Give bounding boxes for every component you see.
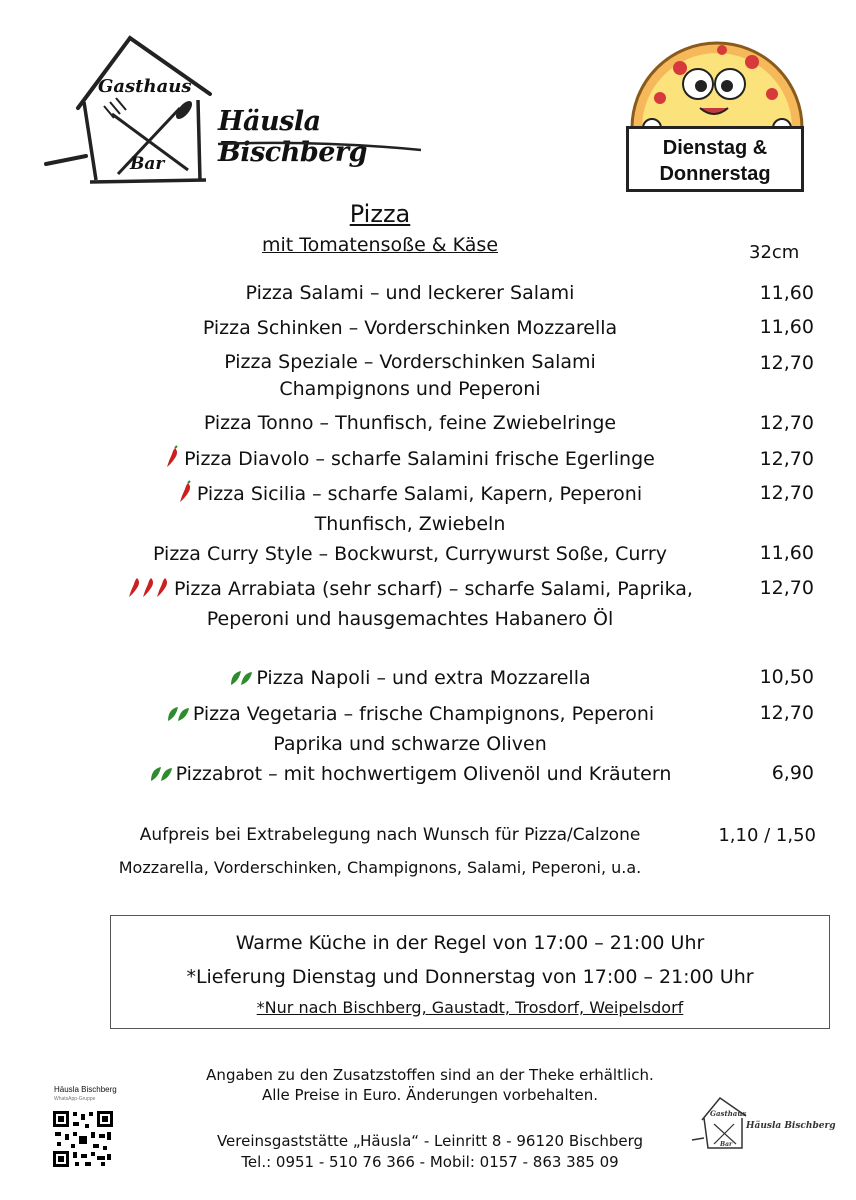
- delivery-area: *Nur nach Bischberg, Gaustadt, Trosdorf, Weipelsdorf: [256, 998, 684, 1017]
- pizza-mascot: [622, 28, 812, 200]
- menu-item-price: 12,70: [759, 448, 814, 470]
- menu-item: [60, 410, 760, 437]
- menu-item-text: Pizza Speziale – Vorderschinken Salami: [224, 351, 596, 373]
- leaf-icon: [149, 764, 173, 791]
- gasthaus-logo: [38, 30, 438, 200]
- chili-icon: [178, 481, 194, 511]
- small-logo: [690, 1094, 836, 1154]
- whatsapp-qr-block: [38, 1082, 142, 1172]
- days-sign: [626, 126, 804, 192]
- logo-underline: [216, 138, 426, 152]
- address: Vereinsgaststätte „Häusla“ - Leinritt 8 - 96120 Bischberg: [216, 1132, 644, 1150]
- leaf-icon: [166, 704, 190, 731]
- logo-gasthaus-text: Gasthaus: [98, 76, 192, 97]
- menu-item-price: 12,70: [759, 577, 814, 599]
- menu-item: [60, 349, 760, 403]
- menu-item-price: 12,70: [759, 412, 814, 434]
- small-logo-name-text: Häusla Bischberg: [746, 1121, 836, 1131]
- small-house-logo-icon: [690, 1094, 836, 1154]
- menu-item: [60, 481, 760, 538]
- menu-title: Pizza: [349, 200, 411, 228]
- menu-item-price: 10,50: [759, 666, 814, 688]
- menu-item-text: Pizza Schinken – Vorderschinken Mozzarella: [202, 317, 618, 339]
- phone-numbers: Tel.: 0951 - 510 76 366 - Mobil: 0157 - 863 385 09: [241, 1153, 619, 1171]
- three-chili-icon: [127, 576, 171, 606]
- menu-item-text: Pizza Napoli – und extra Mozzarella: [256, 667, 591, 689]
- menu-item: [60, 665, 760, 695]
- chili-icon: [165, 446, 181, 476]
- menu-item-price: 11,60: [759, 542, 814, 564]
- logo-bar-text: Bar: [130, 154, 165, 174]
- opening-hours-box: [110, 915, 830, 1029]
- menu-item-text: Pizza Curry Style – Bockwurst, Currywurst Soße, Curry: [153, 543, 667, 565]
- surcharge-text: Aufpreis bei Extrabelegung nach Wunsch für Pizza/Calzone: [139, 825, 641, 845]
- small-logo-bar-text: Bar: [720, 1141, 733, 1148]
- qr-sublabel: WhatsApp-Gruppe: [54, 1096, 96, 1102]
- surcharge-price: 1,10 / 1,50: [718, 825, 816, 846]
- logo-name-text: Häusla Bischberg: [218, 106, 368, 168]
- qr-code-icon[interactable]: [52, 1110, 114, 1168]
- menu-item-text: Pizza Salami – und leckerer Salami: [245, 282, 575, 304]
- menu-item-text: Pizzabrot – mit hochwertigem Olivenöl und Kräutern: [175, 763, 672, 785]
- menu-item: [60, 761, 760, 791]
- additives-note: Angaben zu den Zusatzstoffen sind an der Theke erhältlich.: [206, 1066, 654, 1084]
- house-logo-icon: [38, 30, 238, 200]
- menu-item-text-line2: Paprika und schwarze Oliven: [273, 733, 547, 755]
- days-sign-line2: Donnerstag: [659, 163, 771, 185]
- menu-item: [60, 576, 760, 633]
- extras-list: Mozzarella, Vorderschinken, Champignons, Salami, Peperoni, u.a.: [118, 858, 642, 877]
- qr-label: Häusla Bischberg: [54, 1085, 117, 1094]
- menu-item-text-line2: Champignons und Peperoni: [279, 378, 541, 400]
- menu-item-text-line2: Peperoni und hausgemachtes Habanero Öl: [206, 608, 614, 630]
- menu-item-price: 12,70: [759, 352, 814, 374]
- delivery-hours: *Lieferung Dienstag und Donnerstag von 17:00 – 21:00 Uhr: [186, 966, 754, 988]
- menu-item-price: 11,60: [759, 316, 814, 338]
- menu-item: [60, 315, 760, 342]
- menu-item-text: Pizza Vegetaria – frische Champignons, Peperoni: [192, 703, 655, 725]
- menu-item-text: Pizza Arrabiata (sehr scharf) – scharfe Salami, Paprika,: [174, 578, 693, 600]
- pizza-mascot-icon: [622, 28, 812, 138]
- menu-item-text: Pizza Diavolo – scharfe Salamini frische Egerlinge: [184, 448, 655, 470]
- menu-item: [60, 541, 760, 568]
- menu-item: [60, 701, 760, 758]
- size-label: 32cm: [749, 242, 800, 263]
- kitchen-hours: Warme Küche in der Regel von 17:00 – 21:00 Uhr: [235, 932, 705, 954]
- menu-subtitle: mit Tomatensoße & Käse: [261, 234, 499, 256]
- menu-item: [60, 446, 760, 476]
- small-logo-top-text: Gasthaus: [710, 1109, 747, 1118]
- days-sign-line1: Dienstag &: [662, 137, 768, 159]
- menu-item-price: 12,70: [759, 482, 814, 504]
- menu-item-price: 11,60: [759, 282, 814, 304]
- menu-item-text: Pizza Sicilia – scharfe Salami, Kapern, Peperoni: [196, 483, 643, 505]
- menu-item-price: 6,90: [771, 762, 814, 784]
- leaf-icon: [229, 668, 253, 695]
- menu-item-price: 12,70: [759, 702, 814, 724]
- menu-item-text: Pizza Tonno – Thunfisch, feine Zwiebelringe: [203, 412, 617, 434]
- prices-note: Alle Preise in Euro. Änderungen vorbehalten.: [261, 1086, 599, 1104]
- menu-item: [60, 280, 760, 307]
- menu-item-text-line2: Thunfisch, Zwiebeln: [314, 513, 506, 535]
